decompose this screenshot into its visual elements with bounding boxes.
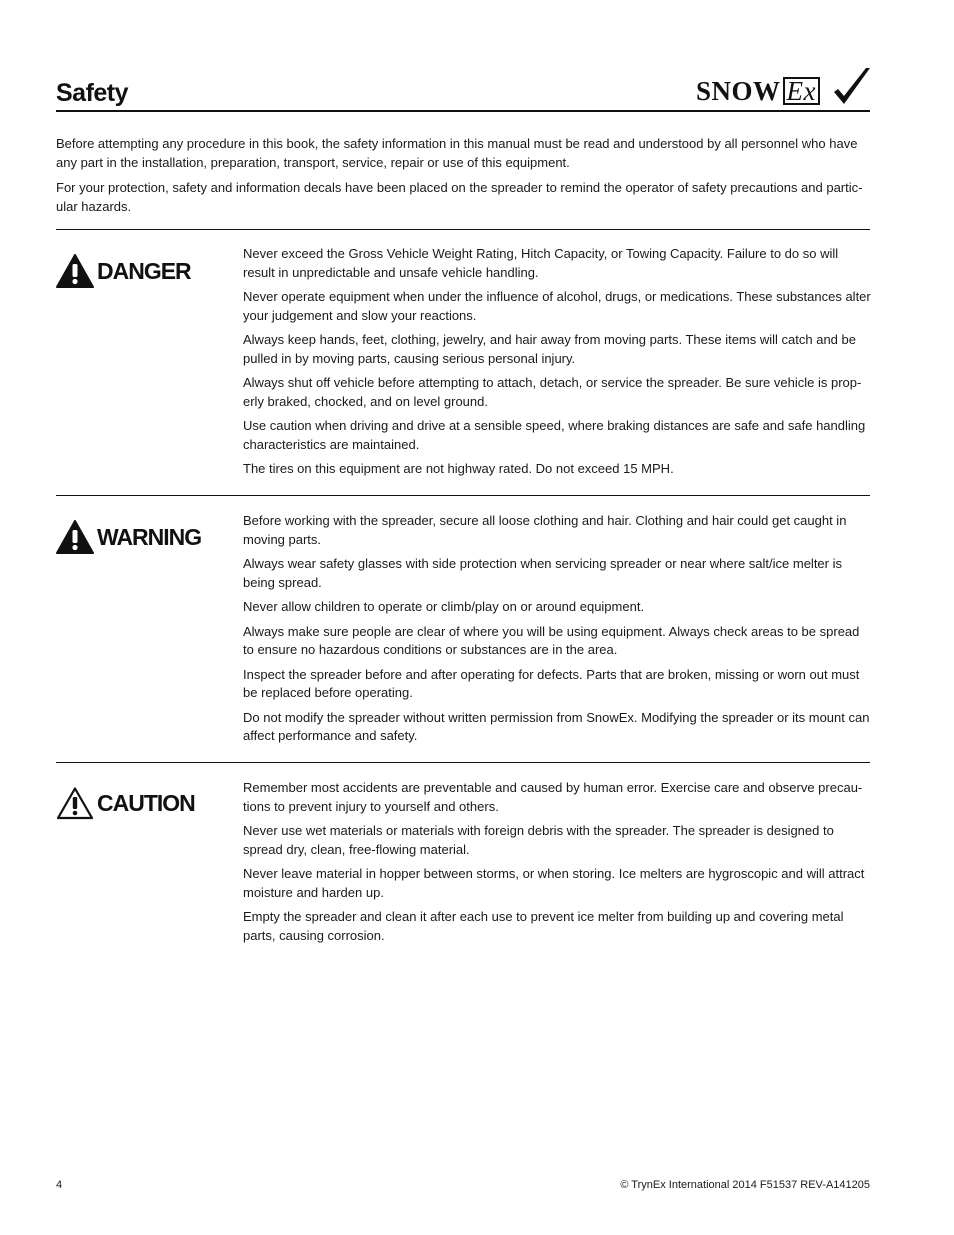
list-item: Remember most accidents are preventable and caused by human error. Exercise care and observe precau-tions to prevent injury to yourself and others. — [243, 780, 863, 814]
list-item: Always shut off vehicle before attempting to attach, detach, or service the spreader. Be sure vehicle is prop-erly braked, chocked, and on level ground. — [243, 375, 862, 409]
danger-heading: DANGER — [97, 257, 191, 284]
list-item: Use caution when driving and drive at a sensible speed, where braking distances are safe and safe handling characteristics are maintained. — [243, 418, 866, 452]
logo-wordmark: SNOW Ex — [696, 76, 820, 107]
caution-section — [56, 762, 870, 963]
warning-triangle-outline-icon — [56, 786, 94, 820]
copyright-notice: © TrynEx International 2014 F51537 REV-A141205 — [620, 1179, 870, 1191]
caution-items — [243, 779, 873, 951]
list-item: Never allow children to operate or climb/play on or around equipment. — [243, 599, 645, 614]
list-item: Before working with the spreader, secure all loose clothing and hair. Clothing and hair could get caught in moving parts. — [243, 513, 847, 547]
list-item: Always wear safety glasses with side protection when servicing spreader or near where salt/ice melter is being spread. — [243, 556, 842, 590]
intro-paragraph: Before attempting any procedure in this book, the safety information in this manual must be read and understood by all personnel who have any part in the installation, preparation, transport, service, repair or use of this equipment. — [56, 136, 858, 170]
list-item: Never leave material in hopper between storms, or when storing. Ice melters are hygroscopic and will attract moisture and harden up. — [243, 866, 865, 900]
caution-heading: CAUTION — [97, 789, 195, 816]
danger-label — [56, 254, 191, 288]
warning-heading: WARNING — [97, 523, 202, 550]
intro-text — [56, 135, 872, 223]
title-divider — [56, 110, 870, 112]
list-item: Empty the spreader and clean it after each use to prevent ice melter from building up and covering metal parts, causing corrosion. — [243, 909, 844, 943]
warning-triangle-filled-icon — [56, 254, 94, 288]
list-item: Always keep hands, feet, clothing, jewelry, and hair away from moving parts. These items will catch and be pulled in by moving parts, causing serious personal injury. — [243, 332, 856, 366]
caution-label — [56, 786, 195, 820]
danger-section — [56, 229, 870, 496]
warning-section — [56, 495, 870, 763]
warning-label — [56, 520, 201, 554]
page-number: 4 — [56, 1179, 63, 1191]
list-item: Do not modify the spreader without written permission from SnowEx. Modifying the spreader or its mount can affect performance and safety. — [243, 709, 870, 743]
page-title: Safety — [56, 79, 129, 107]
checkmark-icon — [826, 66, 872, 108]
warning-items — [243, 512, 873, 752]
list-item: Always make sure people are clear of where you will be using equipment. Always check areas to be spread to ensure no hazardous conditions or substances are in the area. — [243, 623, 860, 657]
warning-triangle-filled-icon — [56, 520, 94, 554]
list-item: Never operate equipment when under the influence of alcohol, drugs, or medications. These substances alter your judgement and slow your reactions. — [243, 289, 871, 323]
intro-paragraph: For your protection, safety and information decals have been placed on the spreader to remind the operator of safety precautions and partic-ular hazards. — [56, 180, 863, 214]
list-item: Inspect the spreader before and after operating for defects. Parts that are broken, missing or worn out must be replaced before operating. — [243, 666, 860, 700]
list-item: The tires on this equipment are not highway rated. Do not exceed 15 MPH. — [243, 461, 674, 476]
danger-items — [243, 245, 873, 485]
list-item: Never use wet materials or materials with foreign debris with the spreader. The spreader is designed to spread dry, clean, free-flowing material. — [243, 823, 834, 857]
list-item: Never exceed the Gross Vehicle Weight Rating, Hitch Capacity, or Towing Capacity. Failure to do so will result in unpredictable and unsafe vehicle handling. — [243, 246, 839, 280]
snowex-logo — [696, 66, 872, 108]
